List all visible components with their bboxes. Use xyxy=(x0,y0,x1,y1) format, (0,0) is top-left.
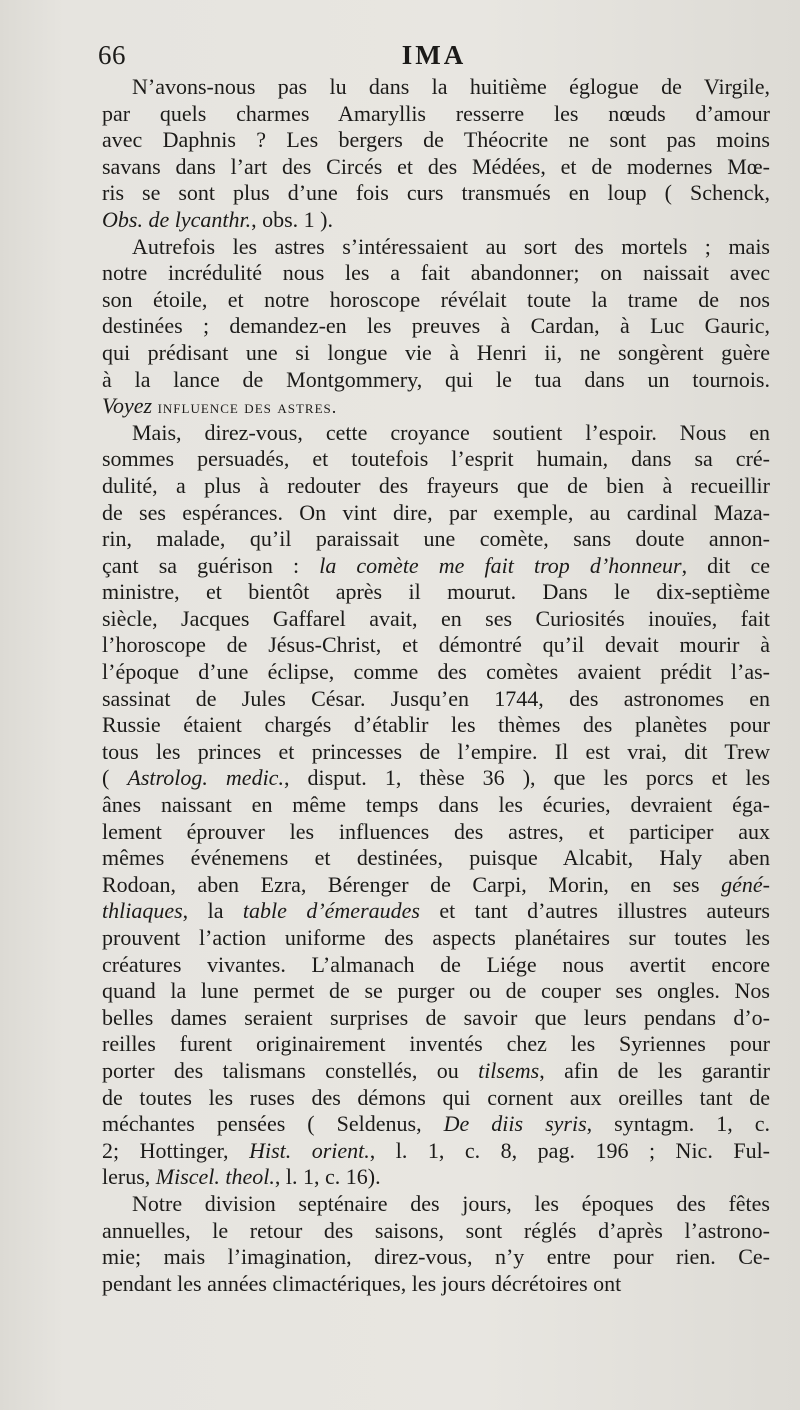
small-caps-text: influence des astres. xyxy=(157,397,338,418)
text-line: par quels charmes Amaryllis resserre les nœuds d’amour xyxy=(102,100,770,126)
text-line: dulité, a plus à redouter des frayeurs que de bien à recueillir xyxy=(102,472,770,498)
text-line: quand la lune permet de se purger ou de couper ses ongles. Nos xyxy=(102,978,770,1004)
text-line: notre incrédulité nous les a fait abandonner; on naissait avec xyxy=(102,260,770,286)
page-body xyxy=(102,74,770,1297)
text-line: Russie étaient chargés d’établir les thèmes des planètes pour xyxy=(102,712,770,738)
text-line: siècle, Jacques Gaffarel avait, en ses Curiosités inouïes, fait xyxy=(102,605,770,631)
text-line: ministre, et bientôt après il mourut. Dans le dix-septième xyxy=(102,579,770,605)
text-line: Autrefois les astres s’intéressaient au sort des mortels ; mais xyxy=(132,233,770,259)
text-line: Mais, direz-vous, cette croyance soutient l’espoir. Nous en xyxy=(132,419,770,445)
text-line: destinées ; demandez-en les preuves à Cardan, à Luc Gauric, xyxy=(102,313,770,339)
text-line: l’horoscope de Jésus-Christ, et démontré qu’il devait mourir à xyxy=(102,632,770,658)
text-line: méchantes pensées ( Seldenus, De diis syris, syntagm. 1, c. xyxy=(102,1111,770,1137)
paragraph xyxy=(102,74,770,234)
text-line: Notre division septénaire des jours, les époques des fêtes xyxy=(132,1190,770,1216)
text-line: reilles furent originairement inventés chez les Syriennes pour xyxy=(102,1031,770,1057)
text-line: pendant les années climactériques, les jours décrétoires ont xyxy=(102,1270,622,1296)
paragraph xyxy=(102,420,770,1191)
text-line: annuelles, le retour des saisons, sont réglés d’après l’astrono- xyxy=(102,1217,770,1243)
italic-text: la comète me fait trop d’honneur xyxy=(319,552,682,578)
text-line: sommes persuadés, et toutefois l’esprit humain, dans sa cré- xyxy=(102,446,770,472)
text-line: Obs. de lycanthr., obs. 1 ). xyxy=(102,206,333,232)
text-line: Rodoan, aben Ezra, Bérenger de Carpi, Morin, en ses géné- xyxy=(102,871,770,897)
text-line xyxy=(102,393,770,420)
text-line: N’avons-nous pas lu dans la huitième églogue de Virgile, xyxy=(132,74,770,99)
text-line: lement éprouver les influences des astres, et participer aux xyxy=(102,818,770,844)
italic-text: Hist. orient. xyxy=(249,1137,370,1163)
italic-text: Obs. de lycanthr. xyxy=(102,206,252,232)
text-line: tous les princes et princesses de l’empire. Il est vrai, dit Trew xyxy=(102,738,770,764)
text-line: mêmes événemens et destinées, puisque Alcabit, Haly aben xyxy=(102,845,770,871)
italic-text: table d’émeraudes xyxy=(242,898,420,924)
text-line: 2; Hottinger, Hist. orient., l. 1, c. 8, pag. 196 ; Nic. Ful- xyxy=(102,1137,771,1163)
text-line: ( Astrolog. medic., disput. 1, thèse 36 ), que les porcs et les xyxy=(102,765,770,791)
text-line: de ses espérances. On vint dire, par exemple, au cardinal Maza- xyxy=(102,499,770,525)
italic-text: Voyez xyxy=(102,393,153,419)
text-line: belles dames seraient surprises de savoir que leurs pendans d’o- xyxy=(102,1004,770,1030)
paragraph xyxy=(102,234,770,420)
text-line: sassinat de Jules César. Jusqu’en 1744, des astronomes en xyxy=(102,685,770,711)
text-line: son étoile, et notre horoscope révélait toute la trame de nos xyxy=(102,286,770,312)
text-line: de toutes les ruses des démons qui cornent aux oreilles tant de xyxy=(102,1084,770,1110)
paragraph xyxy=(102,1191,770,1297)
text-line: thliaques, la table d’émeraudes et tant d’autres illustres auteurs xyxy=(102,898,770,924)
text-line: à la lance de Montgommery, qui le tua dans un tournois. xyxy=(102,366,770,392)
italic-text: Astrolog. medic. xyxy=(127,765,284,791)
text-line: ris se sont plus d’une fois curs transmués en loup ( Schenck, xyxy=(102,180,770,206)
text-line: porter des talismans constellés, ou tilsems, afin de les garantir xyxy=(102,1057,771,1083)
text-line: l’époque d’une éclipse, comme des comètes avaient prédit l’as- xyxy=(102,659,770,685)
text-line: savans dans l’art des Circés et des Médées, et de modernes Mœ- xyxy=(102,153,770,179)
italic-text: thliaques xyxy=(102,898,183,924)
text-line: créatures vivantes. L’almanach de Liége nous avertit encore xyxy=(102,951,770,977)
text-line: rin, malade, qu’il paraissait une comète, sans doute annon- xyxy=(102,526,770,552)
text-line: prouvent l’action uniforme des aspects planétaires sur toutes les xyxy=(102,925,770,950)
text-line: çant sa guérison : la comète me fait trop d’honneur, dit ce xyxy=(102,552,770,578)
italic-text: De diis syris xyxy=(443,1111,587,1137)
text-line: mie; mais l’imagination, direz-vous, n’y entre pour rien. Ce- xyxy=(102,1244,770,1270)
text-line: qui prédisant une si longue vie à Henri ii, ne songèrent guère xyxy=(102,339,770,365)
page-number: 66 xyxy=(98,40,126,70)
italic-text: géné- xyxy=(721,871,770,897)
text-line: ânes naissant en même temps dans les écuries, devraient éga- xyxy=(102,792,770,818)
running-head: IMA xyxy=(401,40,467,70)
italic-text: tilsems xyxy=(478,1057,540,1083)
text-line: avec Daphnis ? Les bergers de Théocrite ne sont pas moins xyxy=(102,127,770,153)
text-line: lerus, Miscel. theol., l. 1, c. 16). xyxy=(102,1164,381,1190)
italic-text: Miscel. theol. xyxy=(155,1164,275,1190)
